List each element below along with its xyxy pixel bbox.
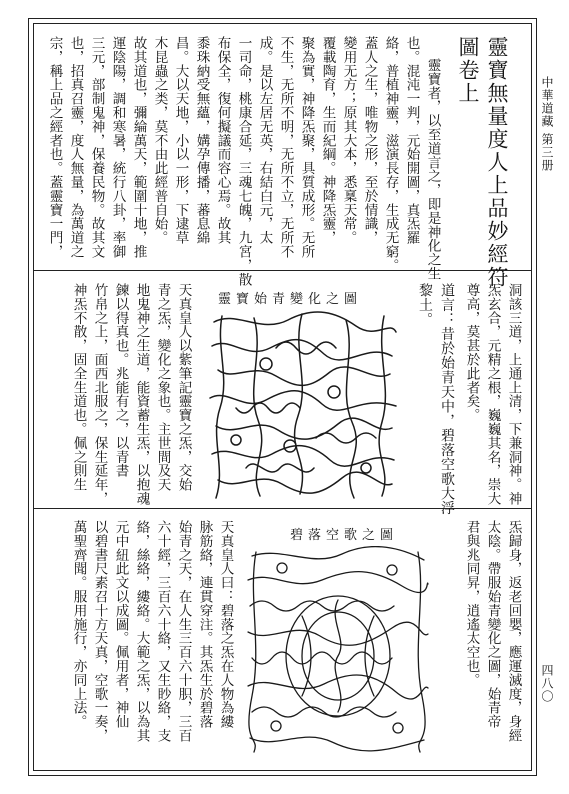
section-divider-bottom (33, 508, 532, 509)
text-column: 宗，稱上品之經者也。蓋靈寶一門， (46, 36, 63, 259)
margin-collection-title: 中華道藏 (540, 76, 554, 128)
scripture-subtitle: 圖卷上 (456, 36, 480, 105)
talisman-loop (231, 435, 241, 445)
text-column: 聚為實，神降炁聚，具質成形。无所 (298, 36, 315, 259)
talisman-loop (387, 565, 397, 575)
text-column: 三元，部制鬼神，保養民物。故其文 (88, 36, 105, 259)
text-column: 君與兆同昇，逍遙太空也。 (463, 520, 480, 687)
talisman-stroke (216, 418, 392, 439)
text-column: 成。是以左居无英，右結白元，太 (256, 36, 273, 245)
figure-title-shiqing: 靈寶始青變化之圖 (218, 292, 363, 307)
text-column: 絡，普植神靈，滋演長存，生成无窮。 (382, 36, 399, 273)
text-column: 天真皇人以紫筆記靈寶之炁，交始 (175, 283, 192, 492)
text-column: 尊高，莫甚於此者矣。 (463, 283, 480, 422)
talisman-stroke (218, 367, 390, 385)
talisman-stroke (252, 652, 392, 664)
text-column: 絡，絲絡，縷絡。大範之炁，以為其 (133, 520, 150, 743)
text-column: 蓋人之生，唯物之形，至於情識， (361, 36, 378, 245)
text-column: 六十經，三百六十絡，又生眇絡，支 (154, 520, 171, 743)
text-column: 覆載陶育，生而紀綱。神降炁靈， (319, 36, 336, 245)
figure-title-biluo: 碧落空歌之圖 (290, 528, 399, 543)
text-column: 一司命，桃康合延，三魂七魄，九宮，散 (235, 36, 252, 287)
talisman-stroke (218, 472, 392, 493)
talisman-stroke (248, 572, 428, 593)
talisman-loop (361, 463, 371, 473)
text-column: 竹帛之上，面西北服之，保生延年， (91, 283, 108, 506)
talisman-stroke (418, 552, 425, 752)
talisman-loop (277, 563, 287, 573)
biluo-kongge-talisman-figure (242, 546, 432, 758)
talisman-stroke (252, 707, 396, 717)
talisman-stroke (276, 342, 336, 354)
talisman-stroke (252, 547, 424, 560)
talisman-stroke (214, 312, 396, 332)
margin-volume-label: 第三册 (540, 133, 554, 172)
talisman-stroke (248, 622, 428, 645)
talisman-stroke (212, 340, 392, 360)
text-column: 昌。大以天地，小以一形，下逮草 (172, 36, 189, 245)
talisman-loop (271, 721, 281, 731)
talisman-stroke (250, 737, 424, 751)
text-column: 不生，无所不明，无所不立，无所不 (277, 36, 294, 259)
talisman-stroke (254, 318, 262, 496)
section-divider-top (33, 270, 532, 271)
talisman-loop (260, 358, 272, 370)
talisman-stroke (236, 403, 300, 413)
text-column: 木昆蟲之类，莫不由此經普自始。 (151, 36, 168, 245)
text-column: 變用无方；原其大本，悉稟天常。 (340, 36, 357, 245)
text-column: 神炁不散，固全生道也。佩之則生 (70, 283, 87, 492)
text-column: 黍珠納受無蘊，媾孕傳播，蕃息綿 (193, 36, 210, 245)
text-column: 炁歸身，返老回嬰，應運滅度，身經 (505, 520, 522, 743)
shiqing-talisman-figure (206, 308, 402, 504)
talisman-stroke (248, 675, 428, 699)
talisman-stroke (210, 391, 396, 410)
scripture-title: 靈寶無量度人上品妙經符 (485, 36, 509, 289)
text-column: 元中紐此文以成圖。佩用者，神仙 (112, 520, 129, 729)
talisman-stroke (316, 433, 376, 443)
text-column: 靈寶者，以至道言之，即是神化之生 (424, 58, 441, 281)
margin-page-number: 四八〇 (540, 664, 554, 703)
text-column: 太陰。帶服始青變化之圖，始青帝 (484, 520, 501, 729)
talisman-stroke (379, 316, 385, 496)
text-column: 也，招真召靈，度人無量，為萬道之 (67, 36, 84, 259)
text-column: 始青之天，在人生三百六十胑，三百 (175, 520, 192, 743)
talisman-stroke (346, 320, 356, 498)
verse-column: 道言：昔於始青天中，碧落空歌大浮 (439, 283, 455, 515)
text-column: 洞該三道，上通上清，下兼洞神。神 (505, 283, 522, 506)
verse-column: 黎土。 (417, 283, 433, 327)
text-column: 鍊以得真也。兆能有之，以青書 (112, 283, 129, 478)
text-column: 炁玄合，元精之根，巍巍其名，崇大 (484, 283, 501, 506)
talisman-stroke (335, 600, 341, 712)
text-column: 青之炁，變化之象也。主世間及天 (154, 283, 171, 492)
text-column: 也。混沌一判，元始開圖，真炁羅 (403, 36, 420, 245)
text-column: 脉筋絡，連貫穿注。其炁生於碧落 (196, 520, 213, 729)
text-column: 運陰陽，調和寒暑，統行八卦，率御 (109, 36, 126, 259)
text-column: 布保全，復何擬議而容心焉。故其 (214, 36, 231, 245)
text-column: 以碧書尺素召十方天真，空歌一奏， (91, 520, 108, 743)
text-column: 天真皇人曰：碧落之炁在人物為縷 (217, 520, 234, 729)
text-column: 萬聖齊聞。服用施行，亦同上法。 (70, 520, 87, 729)
talisman-loop (328, 386, 340, 398)
talisman-loop (393, 723, 403, 733)
text-column: 地鬼神之生道，能資蓄生炁，以抱魂 (133, 283, 150, 506)
talisman-stroke (250, 601, 394, 611)
talisman-stroke (249, 552, 256, 752)
text-column: 故其道也，彌綸萬天，範圍十地，推 (130, 36, 147, 259)
